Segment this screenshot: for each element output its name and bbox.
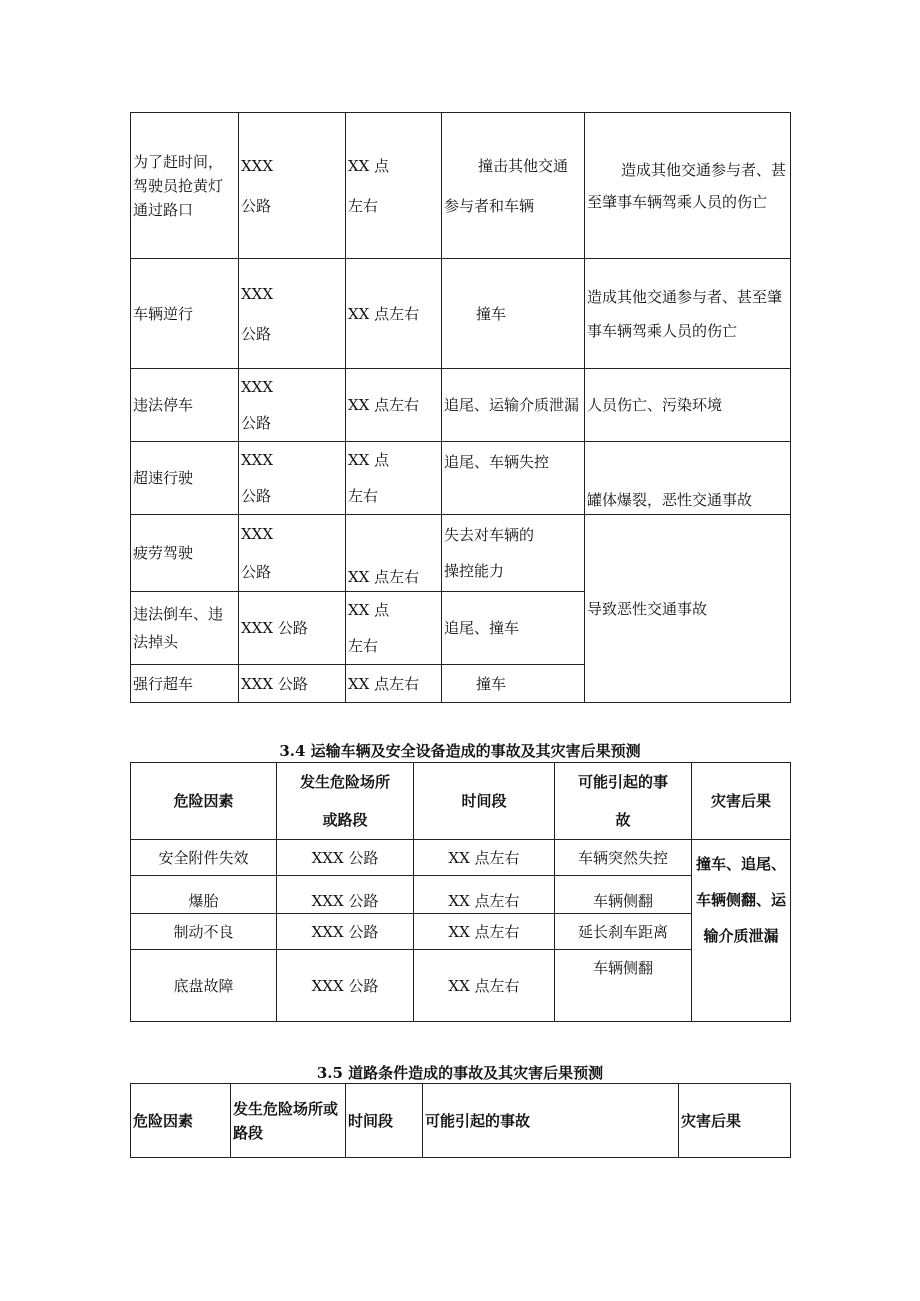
- accident-cell: 撞车: [442, 665, 585, 703]
- header-location: 发生危险场所 或路段: [277, 763, 414, 840]
- time-cell: XX 点 左右: [346, 592, 442, 665]
- factor-cell: 强行超车: [131, 665, 239, 703]
- table-header-row: [131, 1084, 791, 1158]
- time-cell: XX 点 左右: [346, 442, 442, 515]
- time-cell: XX 点左右: [346, 369, 442, 442]
- time-cell: XX 点左右: [346, 515, 442, 592]
- factor-cell: 违法倒车、违法掉头: [131, 592, 239, 665]
- location-cell: XXX 公路: [277, 950, 414, 1022]
- accident-cell: 车辆侧翻: [555, 950, 692, 1022]
- header-time: 时间段: [414, 763, 555, 840]
- factor-cell: 安全附件失效: [131, 840, 277, 876]
- consequence-cell: 造成其他交通参与者、甚至肇事车辆驾乘人员的伤亡: [585, 113, 791, 259]
- accident-cell: 失去对车辆的 操控能力: [442, 515, 585, 592]
- time-cell: XX 点左右: [346, 259, 442, 369]
- header-consequence: 灾害后果: [692, 763, 791, 840]
- section-caption: 3.4 运输车辆及安全设备造成的事故及其灾害后果预测: [279, 742, 641, 760]
- location-cell: XXX 公路: [239, 515, 346, 592]
- accident-cell: 车辆侧翻: [555, 876, 692, 914]
- table-row: [131, 442, 791, 515]
- table-row: [131, 259, 791, 369]
- header-factor: 危险因素: [131, 1084, 231, 1158]
- time-cell: XX 点 左右: [346, 113, 442, 259]
- accident-cell: 延长刹车距离: [555, 914, 692, 950]
- location-cell: XXX 公路: [277, 840, 414, 876]
- factor-cell: 车辆逆行: [131, 259, 239, 369]
- table-row: [131, 515, 791, 592]
- hazard-table-2: [130, 762, 791, 1022]
- hazard-table-3: [130, 1083, 791, 1158]
- location-cell: XXX 公路: [277, 876, 414, 914]
- consequence-cell: 导致恶性交通事故: [585, 515, 791, 703]
- location-cell: XXX 公路: [239, 442, 346, 515]
- location-cell: XXX 公路: [239, 113, 346, 259]
- hazard-table-1: [130, 112, 791, 703]
- time-cell: XX 点左右: [414, 950, 555, 1022]
- location-cell: XXX 公路: [277, 914, 414, 950]
- section-caption: 3.5 道路条件造成的事故及其灾害后果预测: [316, 1064, 604, 1082]
- accident-cell: 撞击其他交通参与者和车辆: [442, 113, 585, 259]
- factor-cell: 底盘故障: [131, 950, 277, 1022]
- table-row: [131, 840, 791, 876]
- accident-cell: 追尾、运输介质泄漏: [442, 369, 585, 442]
- location-cell: XXX 公路: [239, 369, 346, 442]
- consequence-cell: 造成其他交通参与者、甚至肇事车辆驾乘人员的伤亡: [585, 259, 791, 369]
- header-time: 时间段: [346, 1084, 423, 1158]
- factor-cell: 疲劳驾驶: [131, 515, 239, 592]
- time-cell: XX 点左右: [414, 840, 555, 876]
- factor-cell: 违法停车: [131, 369, 239, 442]
- location-cell: XXX 公路: [239, 259, 346, 369]
- factor-cell: 爆胎: [131, 876, 277, 914]
- consequence-cell: 人员伤亡、污染环境: [585, 369, 791, 442]
- time-cell: XX 点左右: [346, 665, 442, 703]
- accident-cell: 追尾、撞车: [442, 592, 585, 665]
- accident-cell: 撞车: [442, 259, 585, 369]
- table-header-row: [131, 763, 791, 840]
- table-row: [131, 369, 791, 442]
- header-accident: 可能引起的事故: [423, 1084, 679, 1158]
- time-cell: XX 点左右: [414, 876, 555, 914]
- header-accident: 可能引起的事 故: [555, 763, 692, 840]
- header-consequence: 灾害后果: [679, 1084, 791, 1158]
- table-row: [131, 113, 791, 259]
- factor-cell: 超速行驶: [131, 442, 239, 515]
- time-cell: XX 点左右: [414, 914, 555, 950]
- location-cell: XXX 公路: [239, 665, 346, 703]
- consequence-cell: 撞车、追尾、车辆侧翻、运输介质泄漏: [692, 840, 791, 1022]
- header-location: 发生危险场所或路段: [231, 1084, 346, 1158]
- factor-cell: 为了赶时间，驾驶员抢黄灯通过路口: [131, 113, 239, 259]
- header-factor: 危险因素: [131, 763, 277, 840]
- consequence-cell: 罐体爆裂，恶性交通事故: [585, 442, 791, 515]
- factor-cell: 制动不良: [131, 914, 277, 950]
- accident-cell: 车辆突然失控: [555, 840, 692, 876]
- location-cell: XXX 公路: [239, 592, 346, 665]
- accident-cell: 追尾、车辆失控: [442, 442, 585, 515]
